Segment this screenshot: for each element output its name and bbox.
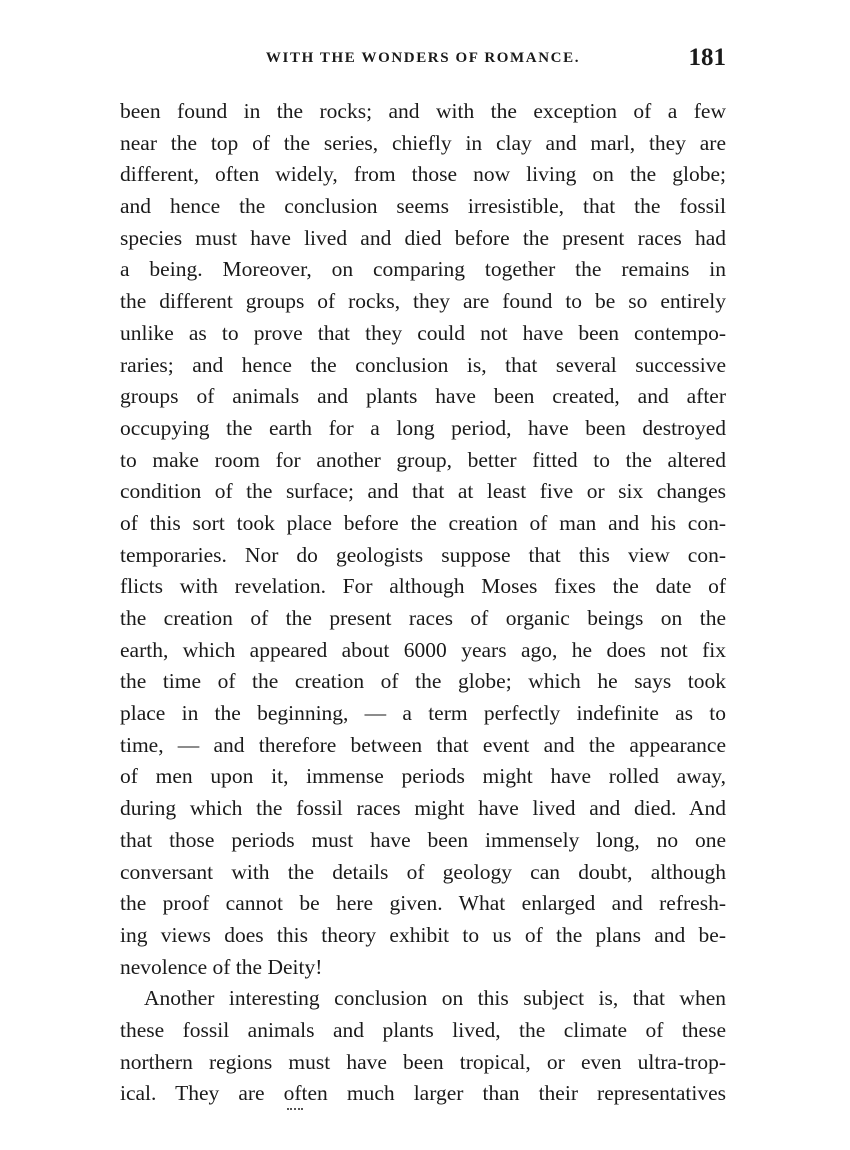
text-line: ing views does this theory exhibit to us of the plans and be- (120, 922, 726, 947)
text-line: of this sort took place before the creation of man and his con- (120, 510, 726, 535)
text-line: earth, which appeared about 6000 years ago, he does not fix (120, 637, 726, 662)
paragraph-start-line: Another interesting conclusion on this subject is, that when (144, 986, 726, 1011)
text-line: been found in the rocks; and with the exception of a few (120, 99, 726, 123)
text-line: conversant with the details of geology can doubt, although (120, 859, 726, 884)
paragraph-end-line: nevolence of the Deity! (120, 954, 323, 979)
running-head (120, 44, 726, 80)
text-line: the time of the creation of the globe; which he says took (120, 669, 726, 694)
text-line: and hence the conclusion seems irresistible, that the fossil (120, 194, 726, 219)
text-line: temporaries. Nor do geologists suppose that this view con- (120, 542, 726, 567)
text-line: of men upon it, immense periods might have rolled away, (120, 764, 726, 789)
text-line: the proof cannot be here given. What enlarged and refresh- (120, 891, 726, 916)
text-line: near the top of the series, chiefly in clay and marl, they are (120, 130, 726, 155)
body-text (120, 96, 726, 1110)
text-line: during which the fossil races might have lived and died. And (120, 796, 726, 821)
text-line: to make room for another group, better fitted to the altered (120, 447, 726, 472)
text-line: flicts with revelation. For although Moses fixes the date of (120, 574, 726, 599)
text-line: different, often widely, from those now living on the globe; (120, 162, 726, 187)
text-line: these fossil animals and plants lived, the climate of these (120, 1017, 726, 1042)
text-line: unlike as to prove that they could not have been contempo- (120, 320, 726, 345)
text-line: the creation of the present races of organic beings on the (120, 606, 726, 630)
signature-mark (287, 1108, 303, 1112)
text-line: occupying the earth for a long period, have been destroyed (120, 415, 726, 440)
text-line: that those periods must have been immensely long, no one (120, 827, 726, 852)
text-line: a being. Moreover, on comparing together the remains in (120, 257, 726, 282)
text-line: place in the beginning, — a term perfectly indefinite as to (120, 701, 726, 726)
text-line: ical. They are often much larger than their representatives (120, 1081, 726, 1106)
text-line: northern regions must have been tropical, or even ultra-trop- (120, 1049, 726, 1074)
text-line: time, — and therefore between that event and the appearance (120, 732, 726, 757)
running-title: WITH THE WONDERS OF ROMANCE. (265, 50, 581, 66)
text-line: the different groups of rocks, they are found to be so entirely (120, 289, 726, 314)
text-line: groups of animals and plants have been created, and after (120, 384, 726, 409)
text-line: species must have lived and died before the present races had (120, 225, 726, 250)
text-line: raries; and hence the conclusion is, that several successive (120, 352, 726, 377)
page-number: 181 (688, 44, 726, 71)
text-line: condition of the surface; and that at least five or six changes (120, 479, 726, 504)
